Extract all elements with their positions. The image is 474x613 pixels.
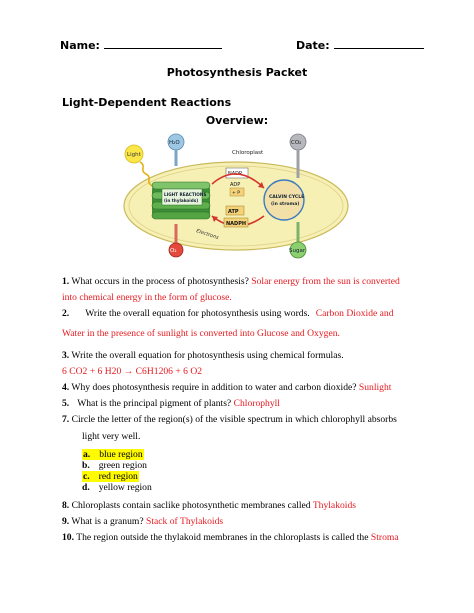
name-label: Name: [60, 39, 100, 52]
q1-number: 1. [62, 276, 70, 287]
q4-answer: Sunlight [358, 382, 392, 393]
calvin-label: CALVIN CYCLE [269, 195, 305, 200]
question-4 [62, 382, 391, 394]
atp-label: ATP [228, 209, 239, 215]
q2-number: 2. [62, 308, 70, 319]
electrons-label: Electrons [195, 228, 220, 242]
chloroplast-label: Chloroplast [232, 150, 264, 156]
p-label: + P [232, 191, 240, 196]
light-label: Light [127, 152, 141, 158]
q5-answer: Chlorophyll [233, 398, 280, 409]
q1-answer-cont: into chemical energy in the form of glucose. [62, 292, 232, 303]
q5-number: 5. [62, 398, 70, 409]
q2-answer: Carbon Dioxide and [315, 308, 394, 319]
in-thylakoids-label: (in thylakoids) [164, 198, 199, 203]
q1-answer: Solar energy from the sun is converted [251, 276, 400, 287]
q8-text: Chloroplasts contain saclike photosynthetic membranes called [69, 500, 313, 511]
q2-answer-cont: Water in the presence of sunlight is converted into Glucose and Oxygen. [62, 328, 340, 339]
q3-text: Write the overall equation for photosynthesis using chemical formulas. [69, 350, 344, 361]
q3-number: 3. [62, 350, 70, 361]
option-d-letter: d. [82, 482, 90, 493]
q5-text: What is the principal pigment of plants? [77, 398, 234, 409]
question-9 [62, 516, 223, 528]
q3-eq-right: C6H1206 + 6 O2 [133, 366, 203, 377]
option-a-text: blue region [99, 449, 143, 460]
question-8 [62, 500, 356, 512]
question-5 [62, 398, 280, 410]
question-7 [62, 414, 397, 426]
option-b-letter: b. [82, 460, 90, 471]
section-heading: Light-Dependent Reactions [62, 96, 232, 109]
h2o-label: H₂O [169, 140, 180, 146]
option-c-text: red region [98, 471, 138, 482]
q2-text: Write the overall equation for photosynthesis using words. [85, 308, 310, 319]
sugar-label: Sugar [289, 248, 306, 254]
q4-text: Why does photosynthesis require in addition to water and carbon dioxide? [69, 382, 359, 393]
date-blank[interactable] [334, 38, 424, 49]
option-d-text: yellow region [98, 482, 152, 493]
q10-text: The region outside the thylakoid membranes in the chloroplasts is called the [74, 532, 371, 543]
photosynthesis-diagram [112, 132, 362, 260]
nadph-label: NADPH [226, 221, 247, 227]
question-1 [62, 276, 400, 288]
in-stroma-label: (in stroma) [271, 202, 300, 207]
page-title: Photosynthesis Packet [166, 66, 308, 79]
calvin-cycle-icon [264, 180, 304, 220]
question-3 [62, 350, 344, 362]
q8-number: 8. [62, 500, 70, 511]
name-line [60, 38, 222, 52]
q7-text: Circle the letter of the region(s) of the visible spectrum in which chlorophyll absorbs [69, 414, 397, 425]
question-2 [62, 308, 394, 320]
q7-number: 7. [62, 414, 70, 425]
option-c[interactable] [82, 471, 139, 482]
q9-text: What is a granum? [69, 516, 147, 527]
q10-number: 10. [62, 532, 74, 543]
q4-number: 4. [62, 382, 70, 393]
q1-text: What occurs in the process of photosynthesis? [69, 276, 252, 287]
o2-label: O₂ [170, 248, 177, 254]
q7-text-cont: light very well. [82, 431, 141, 442]
q3-eq-left: 6 CO2 + 6 H20 [62, 366, 124, 377]
q9-number: 9. [62, 516, 70, 527]
overview-heading: Overview: [205, 114, 269, 127]
adp-label: ADP [230, 182, 241, 188]
q3-answer [62, 366, 202, 378]
option-a-letter: a. [83, 449, 91, 460]
light-reactions-label: LIGHT REACTIONS [164, 192, 207, 197]
option-c-letter: c. [83, 471, 90, 482]
date-line [296, 38, 424, 52]
q9-answer: Stack of Thylakoids [146, 516, 224, 527]
arrow-icon: → [123, 366, 134, 377]
option-b-text: green region [98, 460, 147, 471]
option-a[interactable] [82, 449, 144, 460]
nadp-label: NADP [228, 171, 243, 177]
question-10 [62, 532, 399, 544]
date-label: Date: [296, 39, 330, 52]
option-d[interactable] [82, 482, 152, 493]
q8-answer: Thylakoids [312, 500, 356, 511]
co2-label: CO₂ [291, 140, 302, 146]
name-blank[interactable] [104, 38, 222, 49]
option-b[interactable] [82, 460, 147, 471]
q10-answer: Stroma [370, 532, 399, 543]
